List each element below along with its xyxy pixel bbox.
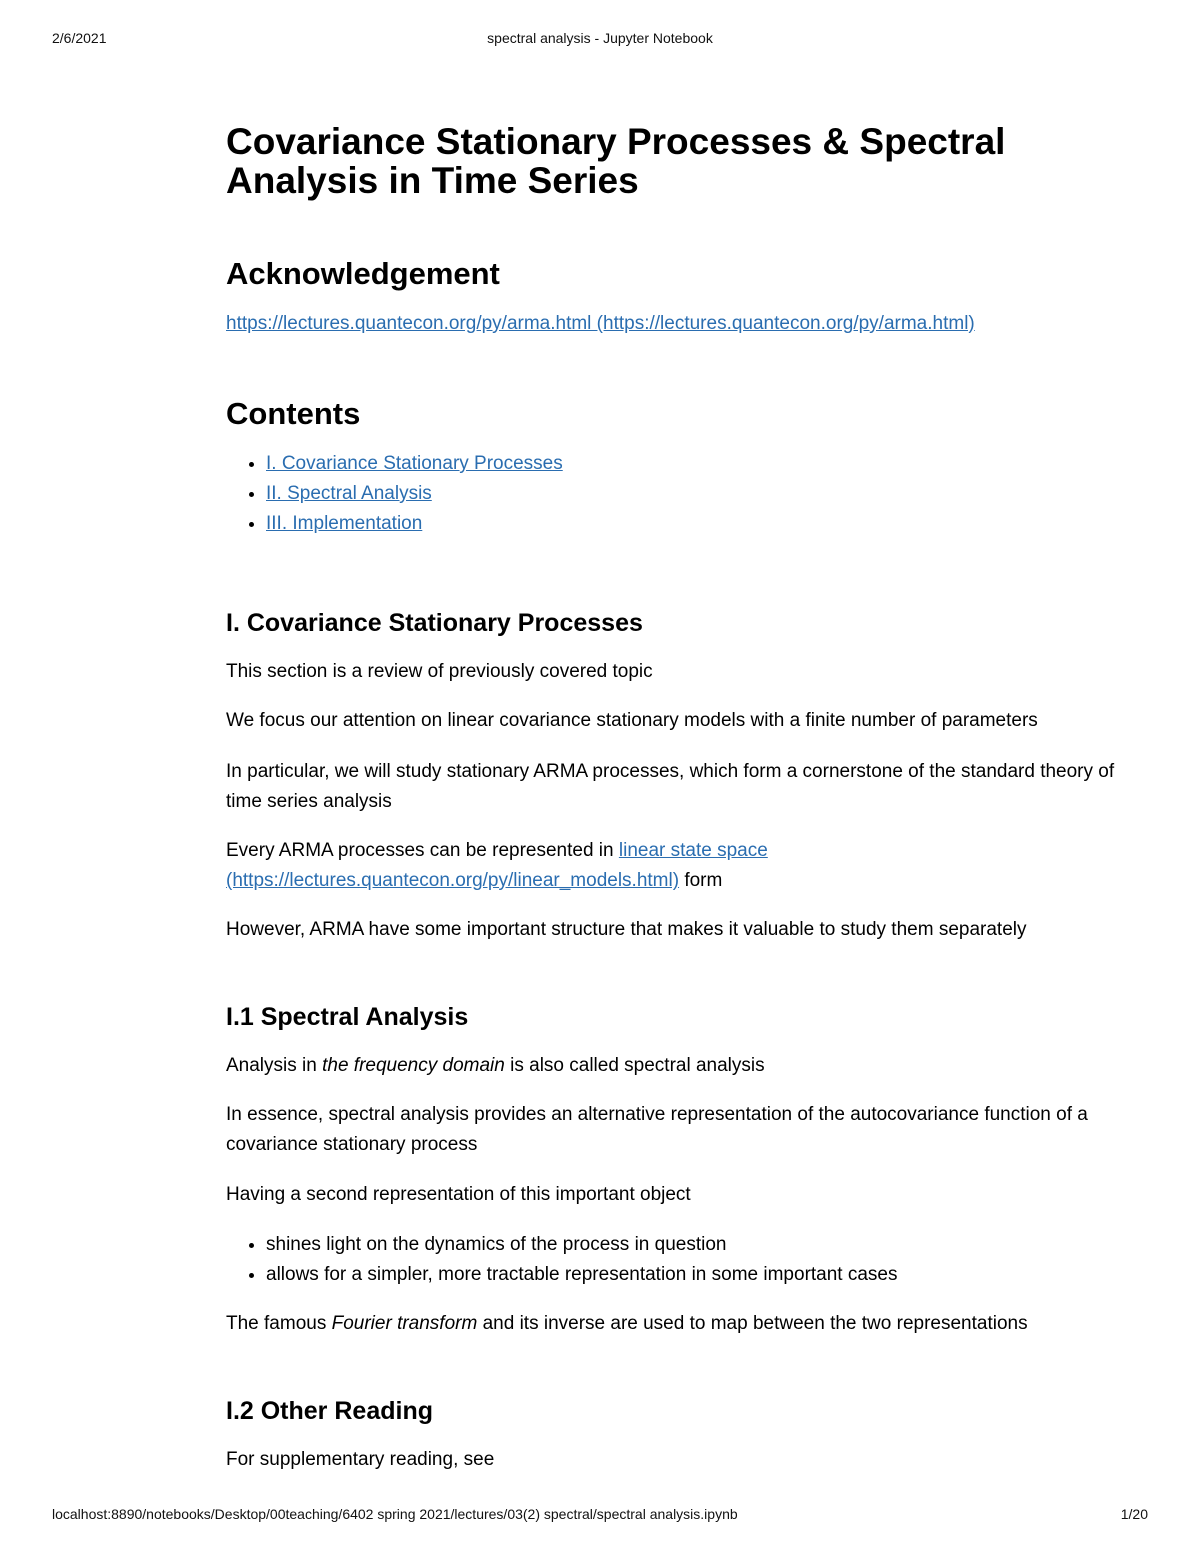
print-footer: [52, 1506, 1148, 1526]
p1-text-before: Analysis in: [226, 1055, 323, 1076]
contents-item: [266, 449, 563, 479]
bullet-item: • shines light on the dynamics of the process in question: [266, 1230, 898, 1260]
section-1-heading: I. Covariance Stationary Processes: [226, 609, 643, 637]
contents-list: [226, 449, 563, 539]
p4-emphasis: Fourier transform: [331, 1313, 478, 1334]
print-header: [52, 30, 1148, 50]
section-1-1-paragraph-1: [226, 1051, 1126, 1081]
acknowledgement-heading: Acknowledgement: [226, 256, 500, 291]
section-1-2-heading: I.2 Other Reading: [226, 1397, 433, 1425]
contents-link-3[interactable]: III. Implementation: [266, 513, 423, 534]
section-1-1-paragraph-2: In essence, spectral analysis provides an alternative representation of the autocovariance function of a covariance stationary process: [226, 1104, 1088, 1155]
contents-heading: Contents: [226, 396, 361, 431]
section-1-2-paragraph-1: For supplementary reading, see: [226, 1449, 495, 1470]
section-1-1-paragraph-3: Having a second representation of this important object: [226, 1184, 691, 1205]
contents-item: [266, 509, 563, 539]
section-1-paragraph-2: We focus our attention on linear covariance stationary models with a finite number of parameters: [226, 710, 1038, 731]
p4-text-after: form: [679, 870, 723, 891]
section-1-paragraph-4: [226, 836, 846, 896]
p1-emphasis: the frequency domain: [322, 1055, 505, 1076]
p4-text-after: and its inverse are used to map between the two representations: [477, 1313, 1028, 1334]
bullet-item: • allows for a simpler, more tractable representation in some important cases: [266, 1260, 898, 1290]
p4-text-before: Every ARMA processes can be represented in: [226, 840, 619, 861]
document-title: Covariance Stationary Processes & Spectral Analysis in Time Series: [226, 121, 1006, 201]
p4-text-before: The famous: [226, 1313, 332, 1334]
contents-link-2[interactable]: II. Spectral Analysis: [266, 483, 432, 504]
section-1-1-heading: I.1 Spectral Analysis: [226, 1003, 469, 1031]
contents-link-1[interactable]: I. Covariance Stationary Processes: [266, 453, 563, 474]
print-date: 2/6/2021: [52, 30, 107, 46]
acknowledgement-link[interactable]: https://lectures.quantecon.org/py/arma.html (https://lectures.quantecon.org/py/arma.html): [226, 313, 975, 334]
linear-state-space-link[interactable]: linear state space (https://lectures.quantecon.org/py/linear_models.html): [226, 840, 768, 891]
section-1-paragraph-5: However, ARMA have some important structure that makes it valuable to study them separately: [226, 919, 1027, 940]
section-1-1-bullets: [226, 1230, 898, 1290]
section-1-paragraph-3: In particular, we will study stationary ARMA processes, which form a cornerstone of the standard theory of time series analysis: [226, 761, 1115, 812]
print-page-title: spectral analysis - Jupyter Notebook: [487, 30, 713, 46]
section-1-paragraph-1: This section is a review of previously covered topic: [226, 661, 653, 682]
section-1-1-paragraph-4: [226, 1309, 1126, 1339]
acknowledgement-paragraph: [226, 309, 1126, 339]
p1-text-after: is also called spectral analysis: [504, 1055, 765, 1076]
print-page-number: 1/20: [1120, 1506, 1148, 1522]
contents-item: [266, 479, 563, 509]
print-url: localhost:8890/notebooks/Desktop/00teaching/6402 spring 2021/lectures/03(2) spectral/spectral analysis.ipynb: [52, 1506, 738, 1522]
